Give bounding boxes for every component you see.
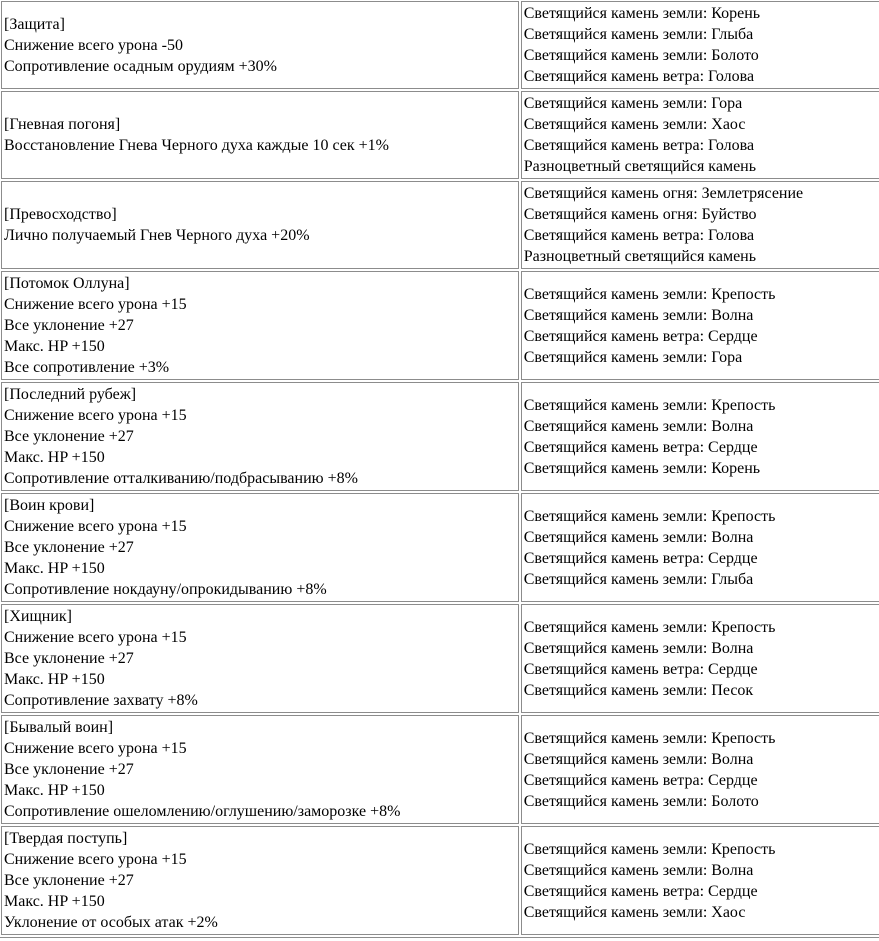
set-effect-line: Сопротивление захвату +8% [4,692,198,709]
set-effect-cell [1,493,519,602]
required-stone: Светящийся камень земли: Крепость [523,618,776,636]
required-stone: Светящийся камень земли: Крепость [523,729,776,747]
required-stone: Светящийся камень ветра: Голова [523,227,755,244]
required-stone: Разноцветный светящийся камень [523,158,757,175]
required-stone: Светящийся камень земли: Корень [523,5,761,22]
set-effect-line: Уклонение от особых атак +2% [4,914,218,931]
table-row [1,271,879,380]
required-stones-cell [521,382,879,491]
required-stone: Светящийся камень земли: Волна [523,750,754,768]
set-effect-line: Все уклонение +27 [4,539,134,556]
required-stone: Светящийся камень ветра: Сердце [523,327,758,345]
set-effect-line: Снижение всего урона +15 [4,407,187,424]
required-stones-cell [521,91,879,179]
required-stone: Светящийся камень земли: Волна [523,639,754,657]
set-effect-cell [1,181,519,269]
set-effect-line: Снижение всего урона -50 [4,36,183,54]
required-stone: Светящийся камень ветра: Голова [523,137,755,154]
set-effect-cell [1,826,519,935]
set-effect-line: Снижение всего урона +15 [4,296,187,313]
required-stone: Светящийся камень земли: Волна [523,306,754,324]
required-stone: Светящийся камень земли: Болото [523,47,759,64]
required-stones-cell [521,715,879,824]
set-name: [Хищник] [4,608,72,625]
table-row [1,826,879,935]
set-name: [Гневная погоня] [4,116,121,133]
required-stones-cell [521,493,879,602]
set-name: [Превосходство] [4,206,117,223]
required-stone: Светящийся камень земли: Гора [523,95,743,112]
table-row [1,1,879,89]
set-effect-line: Снижение всего урона +15 [4,740,187,757]
set-effect-line: Снижение всего урона +15 [4,518,187,535]
set-effect-line: Снижение всего урона +15 [4,629,187,646]
set-effect-cell [1,604,519,713]
required-stone: Светящийся камень земли: Хаос [523,116,746,133]
required-stone: Светящийся камень огня: Буйство [523,206,757,223]
set-effect-line: Сопротивление осадным орудиям +30% [4,57,277,75]
required-stone: Светящийся камень земли: Песок [523,681,754,699]
table-row [1,715,879,824]
set-effect-line: Восстановление Гнева Черного духа каждые 10 сек +1% [4,137,389,154]
required-stone: Светящийся камень ветра: Голова [523,68,755,85]
table-row [1,382,879,491]
required-stone: Светящийся камень огня: Землетрясение [523,185,804,202]
set-name: [Бывалый воин] [4,719,114,736]
table-row [1,493,879,602]
required-stone: Светящийся камень ветра: Сердце [523,549,758,567]
required-stone: Светящийся камень земли: Волна [523,417,754,435]
required-stone: Светящийся камень ветра: Сердце [523,438,758,456]
set-effect-line: Макс. HP +150 [4,560,105,577]
set-effect-cell [1,1,519,89]
set-name: [Потомок Оллуна] [4,275,130,292]
required-stones-cell [521,826,879,935]
required-stone: Светящийся камень земли: Крепость [523,285,776,303]
set-effect-cell [1,91,519,179]
set-effect-line: Все сопротивление +3% [4,359,170,376]
set-effect-cell [1,715,519,824]
set-name: [Последний рубеж] [4,386,137,403]
set-effect-line: Все уклонение +27 [4,872,134,889]
set-effect-line: Сопротивление ошеломлению/оглушению/заморозке +8% [4,803,401,820]
required-stone: Светящийся камень ветра: Сердце [523,882,758,900]
required-stone: Светящийся камень земли: Болото [523,792,759,810]
set-effect-line: Макс. HP +150 [4,893,105,910]
set-effect-cell [1,382,519,491]
set-name: [Твердая поступь] [4,830,128,847]
required-stone: Светящийся камень земли: Хаос [523,903,746,921]
required-stone: Светящийся камень земли: Крепость [523,396,776,414]
required-stone: Светящийся камень земли: Гора [523,348,743,366]
required-stone: Светящийся камень земли: Волна [523,528,754,546]
set-effect-line: Сопротивление отталкиванию/подбрасыванию +8% [4,470,358,487]
required-stones-cell [521,181,879,269]
required-stone: Светящийся камень земли: Крепость [523,507,776,525]
set-effect-line: Все уклонение +27 [4,761,134,778]
set-name: [Защита] [4,15,65,33]
required-stone: Светящийся камень ветра: Сердце [523,660,758,678]
required-stones-cell [521,1,879,89]
table-row [1,181,879,269]
set-effect-line: Макс. HP +150 [4,449,105,466]
set-effect-line: Лично получаемый Гнев Черного духа +20% [4,227,310,244]
set-effect-line: Сопротивление нокдауну/опрокидыванию +8% [4,581,327,598]
required-stone: Светящийся камень земли: Волна [523,861,754,879]
set-name: [Воин крови] [4,497,95,514]
set-effect-line: Макс. HP +150 [4,782,105,799]
required-stone: Светящийся камень ветра: Сердце [523,771,758,789]
set-effect-cell [1,271,519,380]
set-effect-line: Все уклонение +27 [4,428,134,445]
set-effects-table-body [1,1,879,935]
required-stone: Светящийся камень земли: Корень [523,459,761,477]
required-stone: Светящийся камень земли: Крепость [523,840,776,858]
required-stone: Разноцветный светящийся камень [523,248,757,265]
set-effect-line: Снижение всего урона +15 [4,851,187,868]
required-stone: Светящийся камень земли: Глыба [523,570,754,588]
required-stones-cell [521,604,879,713]
set-effect-line: Макс. HP +150 [4,671,105,688]
table-row [1,604,879,713]
table-row [1,91,879,179]
set-effect-line: Макс. HP +150 [4,338,105,355]
set-effect-line: Все уклонение +27 [4,317,134,334]
required-stones-cell [521,271,879,380]
set-effect-line: Все уклонение +27 [4,650,134,667]
required-stone: Светящийся камень земли: Глыба [523,26,754,43]
